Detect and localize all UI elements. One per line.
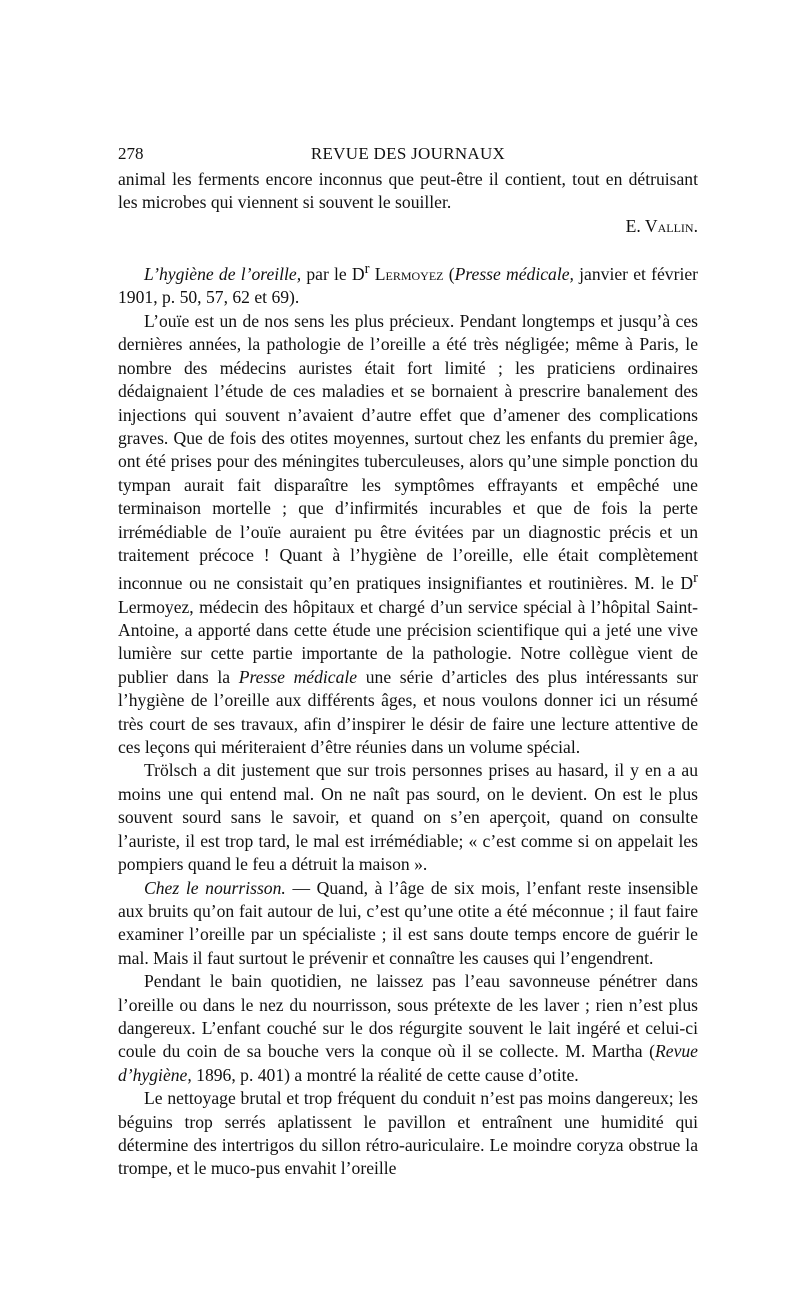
page-header [118,142,698,168]
section-nourrisson [118,877,698,971]
previous-article-signature [118,215,698,238]
byline-sup: r [364,261,370,278]
paragraph-1-part-a: L’ouïe est un de nos sens les plus précieux. Pendant longtemps et jusqu’à ces dernières années, la pathologie de l’oreille a été très négligée; même à Paris, le nombre des médecins auristes était fort limité ; les praticiens ordinaires dédaignaient l’étude de ces maladies et se bornaient à prescrire banalement des injections qui souvent n’avaient d’autre effet que d’amener des complications graves. Que de fois des otites moyennes, surtout chez les enfants du premier âge, ont été prises pour des méningites tuberculeuses, alors qu’une simple ponction du tympan aurait fait disparaître les symptômes effrayants et empêché une terminaison mortelle ; que d’infirmités incurables et que de fois la perte irrémédiable de l’ouïe auraient pu être évitées par un diagnostic précis et un traitement précoce ! Quant à l’hygiène de l’oreille, elle était complètement inconnue ou ne consistait qu’en pratiques insignifiantes et routinières. M. le D [118,310,698,594]
article-heading [118,258,698,310]
running-title: REVUE DES JOURNAUX [310,144,506,163]
paragraph-1-part-c: une série d’articles des plus intéressants sur l’hygiène de l’oreille aux différents âges, et nous voulons donner ici un résumé très court de ses travaux, afin d’inspirer le désir de faire une lecture attentive de ces leçons qui mériteraient d’être réunies dans un volume spécial. [118,666,699,758]
source-details: janvier et février 1901, p. 50, 57, 62 et 69). [118,264,698,308]
article-author: Lermoyez [374,264,444,285]
paragraph-1-journal: Presse médicale [238,666,358,687]
paragraph-1-sup: r [693,570,698,587]
paragraph-2: Trölsch a dit justement que sur trois personnes prises au hasard, il y en a au moins une qui entend mal. On ne naît pas sourd, on le devient. On est le plus souvent sourd sans le savoir, et quand on s’en aperçoit, quand on consulte l’auriste, il est trop tard, le mal est irrémédiable; « c’est comme si on appelait les pompiers quand le feu a détruit la maison ». [118,760,698,875]
document-page [118,142,698,1181]
paragraph-4-part-b: 1896, p. 401) a montré la réalité de cette cause d’otite. [191,1064,579,1085]
article-title: L’hygiène de l’oreille, [144,264,302,285]
signature-text: E. Vallin. [625,215,698,236]
section-text: Quand, à l’âge de six mois, l’enfant reste insensible aux bruits qu’on fait autour de lui, c’est qu’une otite a été méconnue ; il faut faire examiner l’oreille par un spécialiste ; il est sans doute temps encore de guérir le mal. Mais il faut surtout le prévenir et connaître les causes qui l’engendrent. [118,877,699,968]
section-heading: Chez le nourrisson. [144,877,286,898]
previous-article-end [118,168,698,215]
byline-prefix: par le D [301,264,365,285]
previous-article-text: animal les ferments encore inconnus que peut-être il contient, tout en détruisant les microbes qui viennent si souvent le souiller. [118,169,698,213]
section-dash: — [285,877,317,898]
source-journal: Presse médicale, [454,264,574,285]
page-number: 278 [118,144,144,163]
paragraph-1 [118,310,698,760]
paragraph-4-part-a: Pendant le bain quotidien, ne laissez pas l’eau savonneuse pénétrer dans l’oreille ou dans le nez du nourrisson, sous prétexte de les laver ; rien n’est plus dangereux. L’enfant couché sur le dos régurgite souvent le lait ingéré et celui-ci coule du coin de sa bouche vers la conque où il se collecte. M. Martha ( [118,971,698,1062]
paragraph-1-part-b: Lermoyez, médecin des hôpitaux et chargé d’un service spécial à l’hôpital Saint-Antoine, a apporté dans cette étude une précision scientifique qui a jeté une vive lumière sur cette partie importante de la pathologie. Notre collègue vient de publier dans la [118,596,698,687]
source-open: ( [443,264,455,285]
paragraph-4-journal: Revue d’hygiène, [118,1041,698,1085]
paragraph-4 [118,970,698,1087]
paragraph-5: Le nettoyage brutal et trop fréquent du conduit n’est pas moins dangereux; les béguins trop serrés aplatissent le pavillon et entraînent une humidité qui détermine des intertrigos du sillon rétro-auriculaire. Le moindre coryza obstrue la trompe, et le muco-pus envahit l’oreille [118,1088,698,1179]
